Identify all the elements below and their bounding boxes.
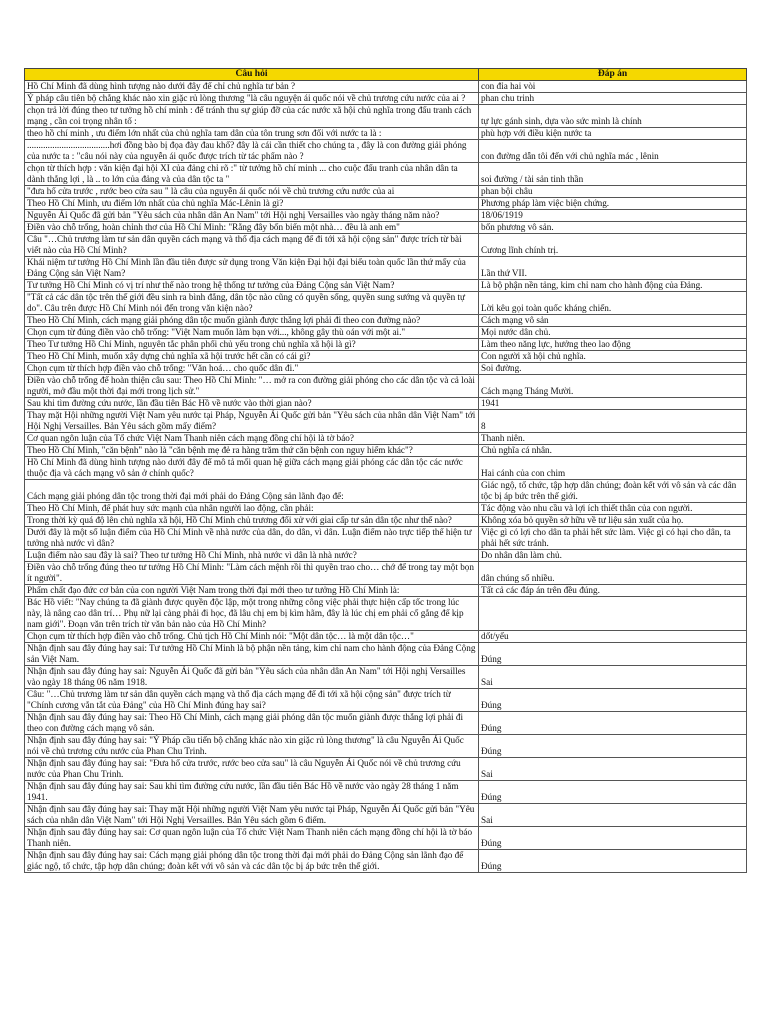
table-row [25,280,747,292]
question-cell: "đưa hổ cửa trước , rước beo cửa sau " là câu của nguyễn ái quốc nói về chủ trương cứu nước của ai [25,186,479,198]
answer-cell: Cương lĩnh chính trị. [479,234,747,257]
table-body [25,81,747,873]
question-cell: Theo Hồ Chí Minh, để phát huy sức mạnh của nhân người lao động, cần phải: [25,503,479,515]
answer-cell: Tất cả các đáp án trên đều đúng. [479,585,747,597]
table-row [25,850,747,873]
answer-cell: con đỉa hai vòi [479,81,747,93]
table-row [25,550,747,562]
answer-cell: 1941 [479,398,747,410]
question-cell: Nhận định sau đây đúng hay sai: Theo Hồ Chí Minh, cách mạng giải phóng dân tộc muốn giành được thắng lợi phải đi theo con đường cách mạng vô sản. [25,712,479,735]
question-cell: Ý pháp câu tiên bộ chẳng khác nào xin giặc rủ lòng thương "là câu nguyện ái quốc nói về chủ trương cứu nước của ai ? [25,93,479,105]
question-cell: Nhận định sau đây đúng hay sai: Sau khi tìm đường cứu nước, lần đầu tiên Bác Hồ về nước vào ngày 28 tháng 1 năm 1941. [25,781,479,804]
table-row [25,527,747,550]
answer-cell: Giác ngộ, tổ chức, tập hợp dân chúng; đoàn kết với vô sản và các dân tộc bị áp bức trên thế giới. [479,480,747,503]
table-row [25,210,747,222]
question-cell: Chọn cụm từ thích hợp điền vào chỗ trống: "Văn hoá… cho quốc dân đi." [25,363,479,375]
answer-cell: Đúng [479,712,747,735]
table-row [25,758,747,781]
question-cell: Thay mặt Hội những người Việt Nam yêu nước tại Pháp, Nguyễn Ái Quốc gửi bản "Yêu sách của nhân dân Việt Nam" tới Hội Nghị Versailles. Bản Yêu sách gồm mấy điểm? [25,410,479,433]
answer-cell: Đúng [479,735,747,758]
table-row [25,375,747,398]
qa-table [24,68,747,873]
answer-cell: Lần thứ VII. [479,257,747,280]
question-cell: Khái niệm tư tưởng Hồ Chí Minh lần đầu tiên được sử dụng trong Văn kiện Đại hội đại biểu toàn quốc lần thứ mấy của Đảng Cộng sản Việt Nam? [25,257,479,280]
question-cell: Nhận định sau đây đúng hay sai: "Ỷ Pháp cầu tiến bộ chẳng khác nào xin giặc rủ lòng thương" là câu Nguyễn Ái Quốc nói về chủ trương cứu nước của Phan Chu Trinh. [25,735,479,758]
question-cell: Theo Hồ Chí Minh, muốn xây dựng chủ nghĩa xã hội trước hết cần có cái gì? [25,351,479,363]
answer-cell: Cách mạng vô sản [479,315,747,327]
question-cell: Cơ quan ngôn luận của Tổ chức Việt Nam Thanh niên cách mạng đồng chí hội là tờ báo? [25,433,479,445]
answer-cell: Mọi nước dân chủ. [479,327,747,339]
answer-cell [479,597,747,631]
answer-cell: dân chúng số nhiều. [479,562,747,585]
answer-cell: Đúng [479,827,747,850]
answer-cell: Việc gì có lợi cho dân ta phải hết sức làm. Việc gì có hại cho dân, ta phải hết sức tránh. [479,527,747,550]
question-cell: Điền vào chỗ trống để hoàn thiện câu sau: Theo Hồ Chí Minh: "… mở ra con đường giải phóng cho các dân tộc và cả loài người, mở đầu một thời đại mới trong lịch sử." [25,375,479,398]
table-row [25,643,747,666]
answer-cell: Đúng [479,781,747,804]
answer-cell: phan bội châu [479,186,747,198]
table-row [25,128,747,140]
table-row [25,515,747,527]
answer-cell: Sai [479,666,747,689]
answer-cell: Đúng [479,643,747,666]
question-cell: Cách mạng giải phóng dân tộc trong thời đại mới phải do Đảng Cộng sản lãnh đạo để: [25,480,479,503]
question-cell: "Tất cả các dân tộc trên thế giới đều sinh ra bình đẳng, dân tộc nào cũng có quyền sống, quyền sung sướng và quyền tự do". Câu trên được Hồ Chí Minh nói đến trong văn kiện nào? [25,292,479,315]
header-question: Câu hỏi [25,69,479,81]
table-row [25,163,747,186]
question-cell: Dưới đây là một số luận điểm của Hồ Chí Minh về nhà nước của dân, do dân, vì dân. Luận điểm nào trực tiếp thể hiện tư tưởng nhà nước vì dân? [25,527,479,550]
question-cell: Nhận định sau đây đúng hay sai: Cơ quan ngôn luận của Tổ chức Việt Nam Thanh niên cách mạng đồng chí hội là tờ báo Thanh niên. [25,827,479,850]
table-row [25,363,747,375]
table-row [25,222,747,234]
header-row [25,69,747,81]
answer-cell: Cách mạng Tháng Mười. [479,375,747,398]
table-row [25,315,747,327]
answer-cell: 18/06/1919 [479,210,747,222]
question-cell: Theo Hồ Chí Minh, cách mạng giải phóng dân tộc muốn giành được thắng lợi phải đi theo con đường nào? [25,315,479,327]
table-row [25,735,747,758]
answer-cell: Không xóa bỏ quyền sở hữu về tư liệu sản xuất của họ. [479,515,747,527]
question-cell: theo hồ chí minh , ưu điểm lớn nhất của chủ nghĩa tam dân của tôn trung sơn đối với nước ta là : [25,128,479,140]
answer-cell: con đường dẫn tôi đến với chủ nghĩa mác , lênin [479,140,747,163]
answer-cell: Thanh niên. [479,433,747,445]
question-cell: Sau khi tìm đường cứu nước, lần đầu tiên Bác Hồ về nước vào thời gian nào? [25,398,479,410]
question-cell: chọn trả lời đúng theo tư tưởng hồ chí minh : để tránh thu sự giúp đỡ của các nước xã hội chủ nghĩa trong đấu tranh cách mạng , cần coi trọng nhân tố : [25,105,479,128]
answer-cell: Là bộ phận nền tảng, kim chỉ nam cho hành động của Đảng. [479,280,747,292]
question-cell: Luận điểm nào sau đây là sai? Theo tư tưởng Hồ Chí Minh, nhà nước vì dân là nhà nước? [25,550,479,562]
question-cell: ....................................hơi đồng bào bị đọa đày đau khổ? đây là cái cần thiết cho chúng ta , đây là con đường giải phóng của nước ta : "câu nói này của nguyễn ái quốc được trích từ tác phẩm nào ? [25,140,479,163]
table-row [25,186,747,198]
question-cell: Trong thời kỳ quá độ lên chủ nghĩa xã hội, Hồ Chí Minh chủ trương đối xử với giai cấp tư sản dân tộc như thế nào? [25,515,479,527]
answer-cell: Con người xã hội chủ nghĩa. [479,351,747,363]
table-row [25,631,747,643]
table-row [25,339,747,351]
question-cell: Hồ Chí Minh đã dùng hình tượng nào dưới đây để chỉ chủ nghĩa tư bản ? [25,81,479,93]
answer-cell: Sai [479,758,747,781]
table-row [25,827,747,850]
question-cell: Hồ Chí Minh đã dùng hình tượng nào dưới đây để mô tả mối quan hệ giữa cách mạng giải phóng các dân tộc các nước thuộc địa và cách mạng vô sản ở chính quốc? [25,457,479,480]
answer-cell: bốn phương vô sản. [479,222,747,234]
question-cell: Tư tưởng Hồ Chí Minh có vị trí như thế nào trong hệ thống tư tưởng của Đảng Cộng sản Việt Nam? [25,280,479,292]
answer-cell: soi đường / tài sản tinh thần [479,163,747,186]
question-cell: Nhận định sau đây đúng hay sai: Cách mạng giải phóng dân tộc trong thời đại mới phải do Đảng Cộng sản lãnh đạo để giác ngộ, tổ chức, tập hợp dân chúng; đoàn kết với vô sản và các dân tộc bị áp bức trên thế giới. [25,850,479,873]
table-row [25,234,747,257]
question-cell: Câu "…Chủ trương làm tư sản dân quyền cách mạng và thổ địa cách mạng để đi tới xã hội cộng sản" được trích từ bài viết nào của Hồ Chí Minh? [25,234,479,257]
table-row [25,585,747,597]
question-cell: Bác Hồ viết: "Nay chúng ta đã giành được quyền độc lập, một trong những công việc phải thực hiện cấp tốc trong lúc này, là nâng cao dân trí… Phụ nữ lại càng phải đi học, đã lâu chị em bị kìm hãm, đây là lúc chị em phải cố gắng để kịp nam giới". Đoạn văn trên trích từ văn bản nào của Hồ Chí Minh? [25,597,479,631]
question-cell: Nhận định sau đây đúng hay sai: Tư tưởng Hồ Chí Minh là bộ phận nền tảng, kim chỉ nam cho hành động của Đảng Cộng sản Việt Nam. [25,643,479,666]
answer-cell: phan chu trinh [479,93,747,105]
answer-cell: Soi đường. [479,363,747,375]
table-row [25,105,747,128]
table-row [25,689,747,712]
answer-cell: Làm theo năng lực, hưởng theo lao động [479,339,747,351]
answer-cell: Lời kêu gọi toàn quốc kháng chiến. [479,292,747,315]
question-cell: Điền vào chỗ trống đúng theo tư tưởng Hồ Chí Minh: "Làm cách mệnh rồi thì quyền trao cho… chớ để trong tay một bọn ít người". [25,562,479,585]
answer-cell: Hai cánh của con chim [479,457,747,480]
table-row [25,480,747,503]
question-cell: Theo Hồ Chí Minh, ưu điểm lớn nhất của chủ nghĩa Mác-Lênin là gì? [25,198,479,210]
header-answer: Đáp án [479,69,747,81]
table-row [25,327,747,339]
table-row [25,433,747,445]
table-row [25,198,747,210]
table-row [25,562,747,585]
question-cell: Chọn cụm từ đúng điền vào chỗ trống: "Việt Nam muốn làm bạn với..., không gây thù oán với một ai." [25,327,479,339]
answer-cell: Do nhân dân làm chủ. [479,550,747,562]
question-cell: Theo Tư tưởng Hồ Chí Minh, nguyên tắc phân phối chủ yếu trong chủ nghĩa xã hội là gì? [25,339,479,351]
table-row [25,712,747,735]
question-cell: Chọn cụm từ thích hợp điền vào chỗ trống. Chủ tịch Hồ Chí Minh nói: "Một dân tộc… là một dân tộc…" [25,631,479,643]
table-row [25,597,747,631]
question-cell: Nhận định sau đây đúng hay sai: Thay mặt Hội những người Việt Nam yêu nước tại Pháp, Nguyễn Ái Quốc gửi bản "Yêu sách của nhân dân Việt Nam" tới Hội Nghị Versailles. Bản Yêu sách gồm 6 điểm. [25,804,479,827]
question-cell: Nhận định sau đây đúng hay sai: Nguyễn Ái Quốc đã gửi bản "Yêu sách của nhân dân An Nam" tới Hội nghị Versailles vào ngày 18 tháng 06 năm 1918. [25,666,479,689]
question-cell: Câu: "…Chủ trương làm tư sản dân quyền cách mạng và thổ địa cách mạng để đi tới xã hội cộng sản" được trích từ "Chính cương vắn tắt của Đảng" của Hồ Chí Minh đúng hay sai? [25,689,479,712]
answer-cell: Phương pháp làm việc biện chứng. [479,198,747,210]
table-row [25,257,747,280]
answer-cell: Sai [479,804,747,827]
question-cell: Điền vào chỗ trống, hoàn chỉnh thơ của Hồ Chí Minh: "Rằng đây bốn biển một nhà… đều là anh em" [25,222,479,234]
question-cell: Phẩm chất đạo đức cơ bản của con người Việt Nam trong thời đại mới theo tư tưởng Hồ Chí Minh là: [25,585,479,597]
question-cell: Theo Hồ Chí Minh, "căn bệnh" nào là "căn bệnh mẹ đẻ ra hàng trăm thứ căn bệnh con nguy hiểm khác"? [25,445,479,457]
table-row [25,503,747,515]
spreadsheet [24,68,746,873]
answer-cell: Đúng [479,850,747,873]
table-row [25,93,747,105]
answer-cell: 8 [479,410,747,433]
table-row [25,292,747,315]
table-row [25,351,747,363]
table-row [25,666,747,689]
table-row [25,81,747,93]
table-row [25,457,747,480]
table-row [25,398,747,410]
question-cell: chọn từ thích hợp : văn kiện đại hội XI của đảng chỉ rõ :" từ tưởng hồ chí minh ... cho cuộc đấu tranh của nhân dân ta dành thắng lợi , là .. to lớn của đảng và của dân tộc ta " [25,163,479,186]
answer-cell: phù hợp với điều kiện nước ta [479,128,747,140]
answer-cell: Chủ nghĩa cá nhân. [479,445,747,457]
table-row [25,410,747,433]
table-row [25,445,747,457]
answer-cell: Tác động vào nhu cầu và lợi ích thiết thân của con người. [479,503,747,515]
answer-cell: tự lực gánh sinh, dựa vào sức mình là chính [479,105,747,128]
table-row [25,781,747,804]
table-row [25,804,747,827]
question-cell: Nguyễn Ái Quốc đã gửi bản "Yêu sách của nhân dân An Nam" tới Hội nghị Versailles vào ngày tháng năm nào? [25,210,479,222]
answer-cell: Đúng [479,689,747,712]
table-row [25,140,747,163]
answer-cell: dốt/yếu [479,631,747,643]
question-cell: Nhận định sau đây đúng hay sai: "Đưa hổ cửa trước, rước beo cửa sau" là câu Nguyễn Ái Quốc nói về chủ trương cứu nước của Phan Chu Trinh. [25,758,479,781]
